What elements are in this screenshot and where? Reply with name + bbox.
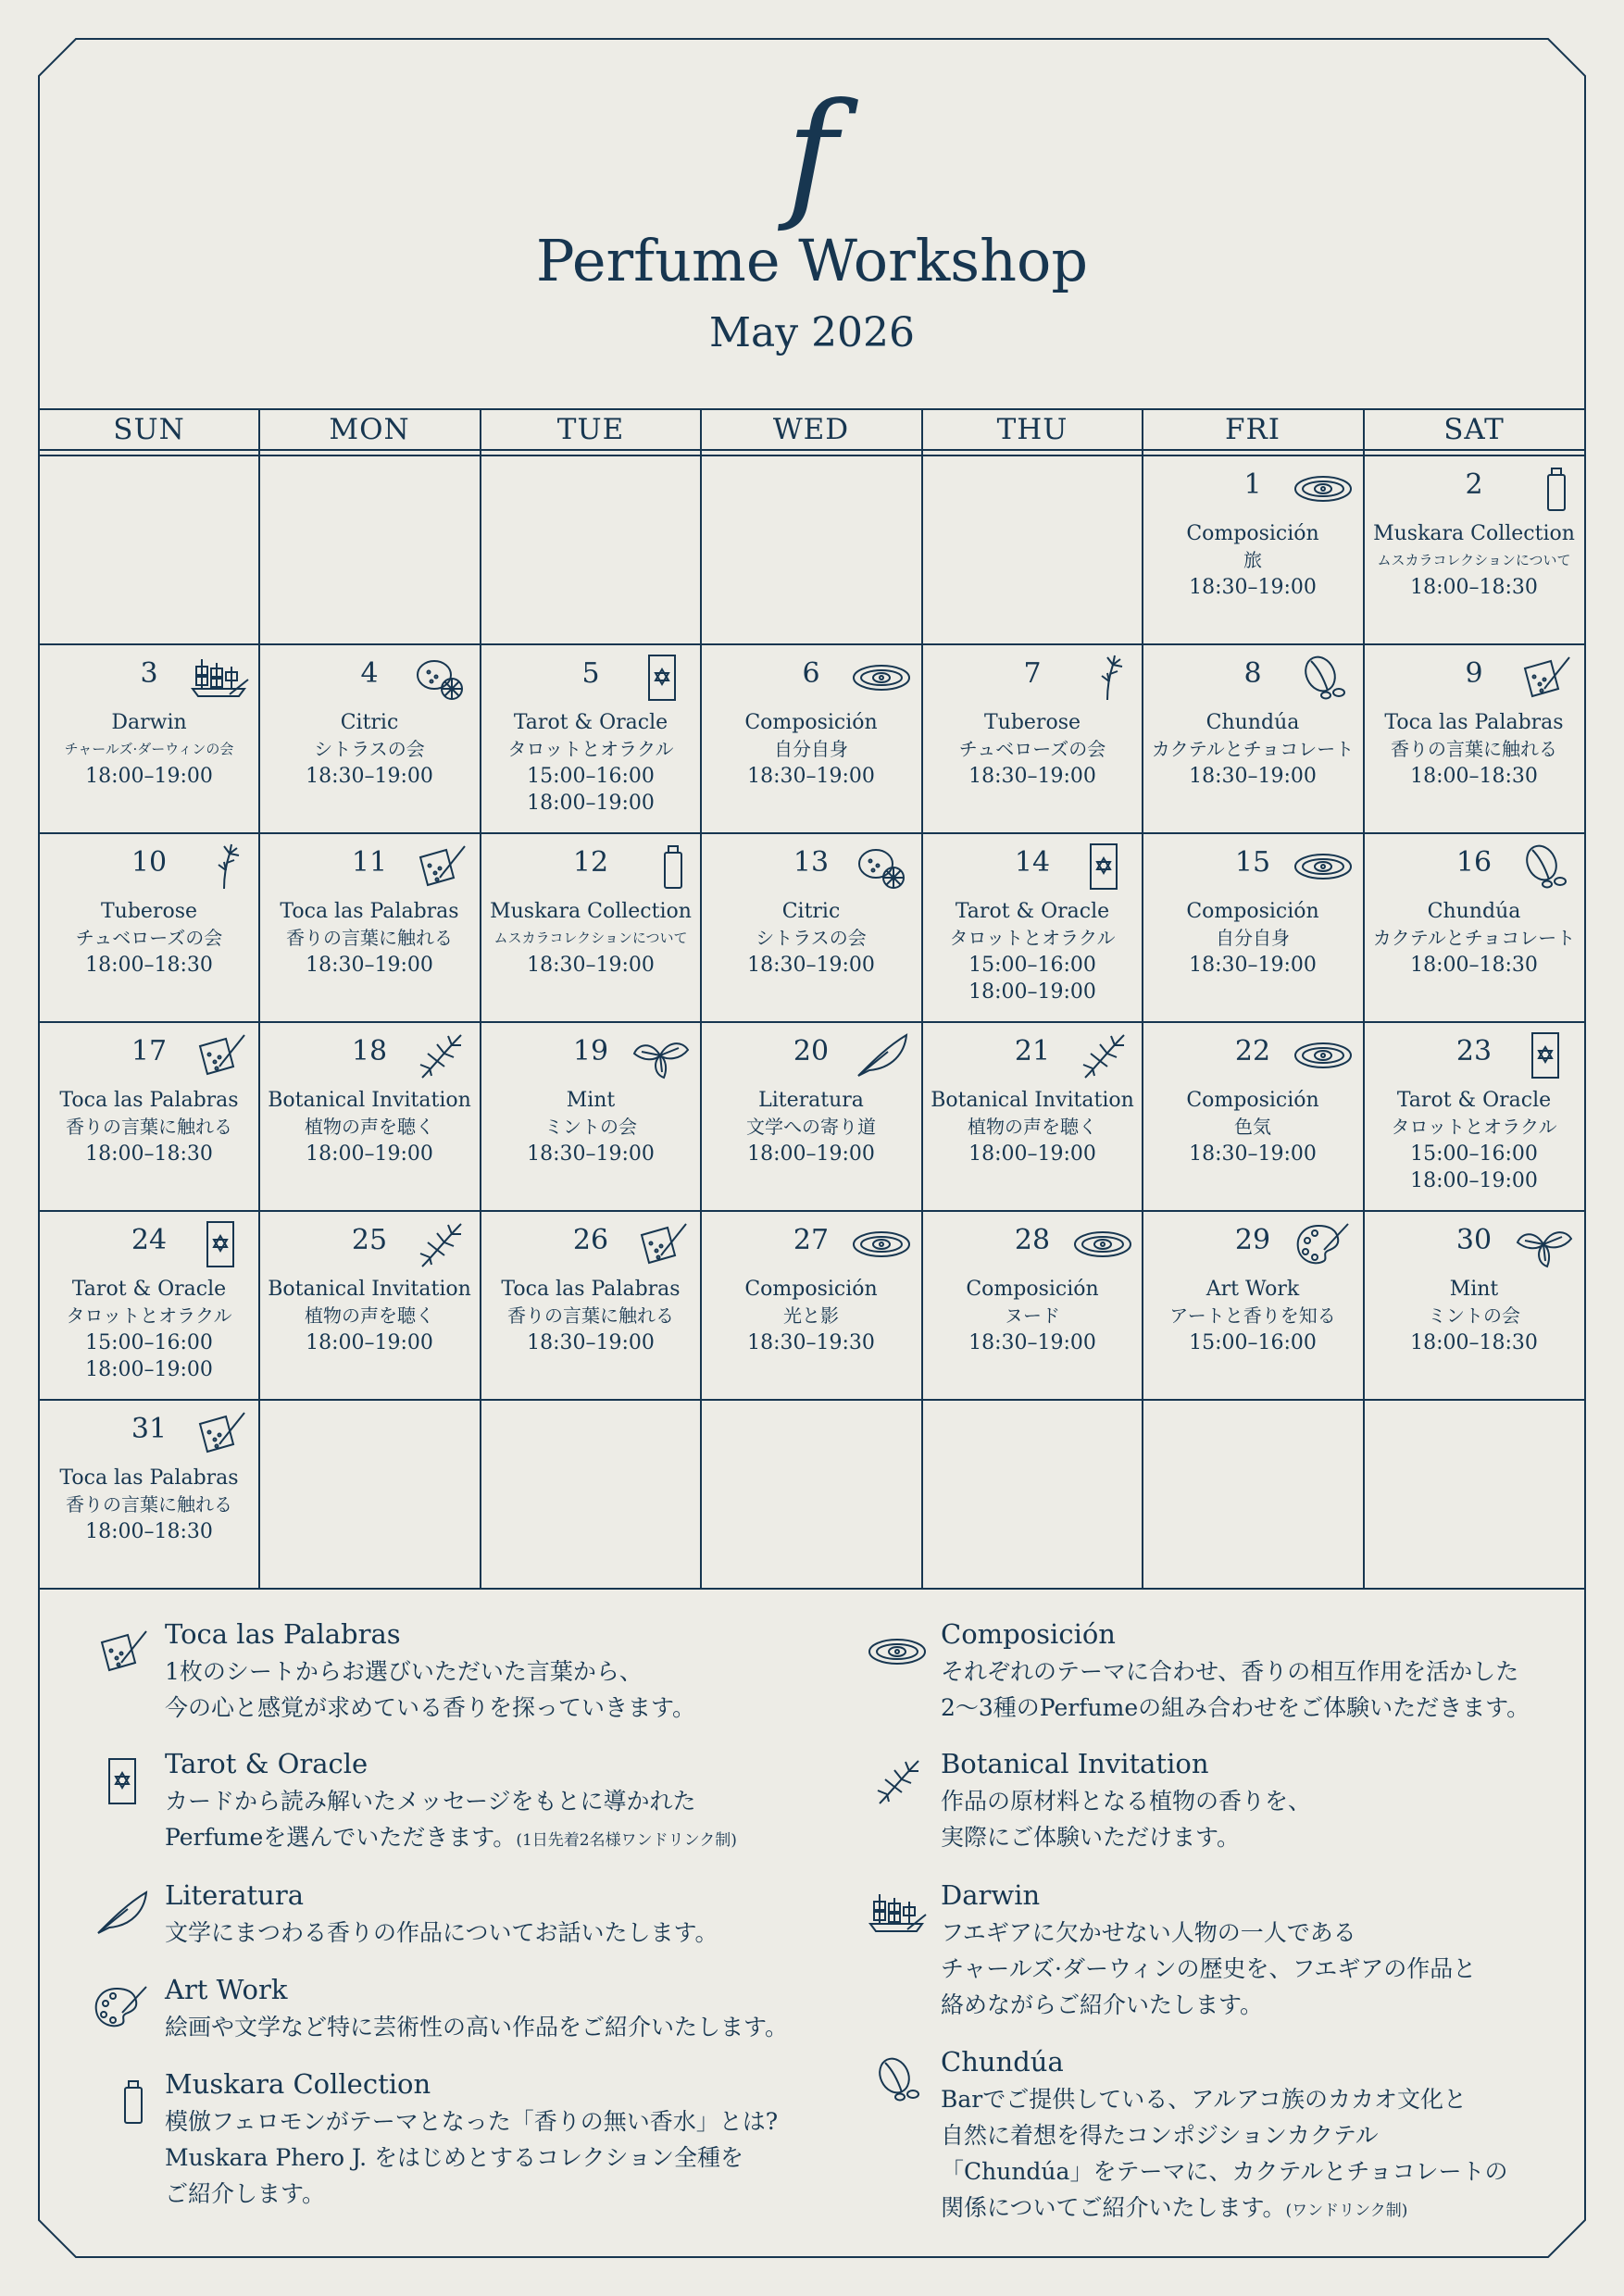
weekday-sat: SAT [1443,413,1505,446]
legend-name: Tarot & Oracle [165,1748,369,1779]
cacao-icon [1293,654,1354,702]
event-name: Toca las Palabras [59,1466,239,1490]
eye-tray-icon [1293,465,1354,513]
day-number: 6 [802,657,820,690]
event-time: 18:30–19:00 [527,954,655,977]
weekday-tue: TUE [556,413,625,446]
event-time: 18:00–19:00 [85,765,213,788]
day-number: 18 [351,1035,388,1067]
bottle-icon [631,842,692,891]
event-time: 18:30–19:00 [306,954,433,977]
event-name: Composición [744,711,878,734]
event-info [39,1276,259,1383]
day-number: 24 [131,1224,168,1256]
day-number: 5 [581,657,600,690]
event-name: Citric [340,711,399,734]
event-name: Darwin [111,711,187,734]
event-info [39,898,259,979]
day-number: 26 [572,1224,609,1256]
legend-description [165,1783,737,1859]
calendar-day [39,644,259,833]
legend-desc-line: カードから読み解いたメッセージをもとに導かれた [165,1788,696,1815]
event-subtitle: 植物の声を聴く [305,1116,434,1138]
weekday-fri: FRI [1224,413,1281,446]
legend-description [941,1653,1530,1726]
event-subtitle: カクテルとチョコレート [1151,738,1355,760]
legend-name: Muskara Collection [165,2068,431,2100]
event-name: Muskara Collection [1373,522,1575,545]
event-time: 18:30–19:00 [1189,765,1317,788]
event-info [1143,520,1363,601]
event-time: 18:00–18:30 [1410,1331,1538,1354]
event-info [481,709,701,817]
event-time: 18:00–18:30 [85,1142,213,1166]
calendar-day [701,833,921,1022]
event-name: Mint [1449,1278,1499,1301]
event-info [259,1276,480,1356]
calendar-day [481,1022,701,1211]
event-info [259,1087,480,1167]
event-info [1364,520,1584,601]
day-number: 23 [1455,1035,1493,1067]
event-name: Citric [781,900,841,923]
legend-description [165,1653,695,1726]
calendar-day [922,1022,1143,1211]
day-number: 13 [793,846,830,879]
event-name: Composición [966,1278,1099,1301]
event-subtitle: チュベローズの会 [75,927,223,949]
event-name: Composición [1186,1089,1319,1112]
event-time: 18:00–19:00 [747,1142,875,1166]
tuberose-flower-icon [1072,654,1133,702]
weekday-sun: SUN [113,413,185,446]
event-subtitle: タロットとオラクル [1391,1116,1557,1138]
event-info [701,1087,921,1167]
calendar-day [481,644,701,833]
day-number: 15 [1234,846,1271,879]
legend-desc-line: Barでご提供している、アルアコ族のカカオ文化と [941,2086,1467,2113]
event-name: Tuberose [983,711,1081,734]
calendar-day [1364,455,1584,644]
palette-icon [1293,1220,1354,1268]
legend-description [941,2081,1507,2229]
day-number: 31 [131,1413,168,1445]
calendar-day [701,644,921,833]
event-name: Composición [744,1278,878,1301]
event-name: Toca las Palabras [280,900,459,923]
legend-description [165,2103,778,2212]
eye-tray-icon [1072,1220,1133,1268]
event-name: Literatura [758,1089,864,1112]
cacao-icon [1514,842,1575,891]
event-info [481,1087,701,1167]
calendar-day [259,1022,480,1211]
leaf-icon [409,1031,470,1079]
legend-desc-line: 1枚のシートからお選びいただいた言葉から、 [165,1658,643,1685]
day-number: 30 [1455,1224,1493,1256]
event-name: Art Work [1206,1278,1300,1301]
eye-tray-icon [867,1626,928,1678]
calendar-day [1143,1211,1363,1400]
event-name: Toca las Palabras [59,1089,239,1112]
event-time: 18:00–19:00 [968,980,1096,1004]
event-info [1143,1276,1363,1356]
event-time: 18:00–19:00 [968,1142,1096,1166]
calendar-day [1143,833,1363,1022]
day-number: 22 [1234,1035,1271,1067]
legend-desc-line: 「Chundúa」をテーマに、カクテルとチョコレートの [941,2158,1508,2185]
event-info [701,709,921,790]
legend-description [165,2009,788,2045]
eye-tray-icon [851,1220,912,1268]
calendar-day [259,1211,480,1400]
day-number: 20 [793,1035,830,1067]
legend-desc-line: それぞれのテーマに合わせ、香りの相互作用を活かした [941,1658,1519,1685]
weekday-thu: THU [996,413,1068,446]
event-time: 18:00–18:30 [1410,765,1538,788]
calendar-day [1364,833,1584,1022]
legend-name: Composición [941,1618,1116,1650]
legend-desc-line: 2〜3種のPerfumeの組み合わせをご体験いただきます。 [941,1694,1530,1721]
calendar-day [922,1211,1143,1400]
event-name: Tarot & Oracle [513,711,668,734]
day-number: 3 [140,657,158,690]
event-name: Botanical Invitation [931,1089,1134,1112]
leaf-icon [867,1755,928,1807]
calendar-day [1143,644,1363,833]
ship-icon [189,654,250,702]
day-number: 1 [1243,468,1262,501]
calendar-day [39,1400,259,1589]
event-subtitle: 植物の声を聴く [305,1304,434,1327]
calendar-day [701,1022,921,1211]
calendar-day [1364,1022,1584,1211]
event-info [922,1087,1143,1167]
event-name: Botanical Invitation [268,1089,471,1112]
legend-desc-line: チャールズ·ダーウィンの歴史を、フエギアの作品と [941,1955,1477,1982]
quill-icon [91,1887,152,1939]
citrus-icon [409,654,470,702]
legend-description [941,1915,1476,2023]
event-subtitle: ムスカラコレクションについて [493,930,688,946]
event-info [1364,898,1584,979]
day-number: 4 [360,657,379,690]
paper-pen-icon [189,1409,250,1457]
day-number: 7 [1023,657,1042,690]
legend-name: Botanical Invitation [941,1748,1209,1779]
event-time: 18:00–18:30 [85,1520,213,1543]
quill-icon [851,1031,912,1079]
legend-description [165,1915,718,1951]
event-time: 18:30–19:00 [306,765,433,788]
event-subtitle: 自分自身 [1216,927,1290,949]
paper-pen-icon [91,1626,152,1678]
event-name: Tuberose [100,900,198,923]
event-info [1143,898,1363,979]
leaf-icon [1072,1031,1133,1079]
mint-icon [631,1031,692,1079]
event-info [481,1276,701,1356]
event-time: 18:30–19:00 [747,765,875,788]
event-subtitle: 文学への寄り道 [746,1116,876,1138]
event-subtitle: タロットとオラクル [66,1304,232,1327]
citrus-icon [851,842,912,891]
palette-icon [91,1981,152,2033]
event-info [39,1087,259,1167]
tarot-card-icon [91,1755,152,1807]
tarot-card-icon [1072,842,1133,891]
event-name: Mint [566,1089,616,1112]
legend-desc-line: 絡めながらご紹介いたします。 [941,1991,1264,2018]
event-time: 18:30–19:00 [1189,954,1317,977]
paper-pen-icon [189,1031,250,1079]
event-subtitle: ムスカラコレクションについて [1377,552,1571,568]
event-info [39,1465,259,1545]
event-time: 18:00–19:00 [306,1142,433,1166]
event-subtitle: 植物の声を聴く [968,1116,1097,1138]
legend-desc-line: 自然に着想を得たコンポジションカクテル [941,2122,1379,2149]
legend-name: Toca las Palabras [165,1618,401,1650]
eye-tray-icon [851,654,912,702]
event-subtitle: シトラスの会 [756,927,867,949]
event-subtitle: シトラスの会 [314,738,425,760]
legend-desc-line: 関係についてご紹介いたします。 [941,2194,1286,2221]
event-time: 18:00–19:00 [1410,1169,1538,1192]
legend-name: Darwin [941,1879,1041,1911]
legend-desc-line: 模倣フェロモンがテーマとなった「香りの無い香水」とは? [165,2108,779,2135]
event-time: 15:00–16:00 [968,954,1096,977]
event-subtitle: ミントの会 [1428,1304,1520,1327]
event-subtitle: 旅 [1243,549,1262,571]
event-subtitle: 香りの言葉に触れる [66,1116,232,1138]
calendar-day [922,833,1143,1022]
day-number: 8 [1243,657,1262,690]
event-subtitle: ヌード [1005,1304,1060,1327]
event-time: 18:00–19:00 [306,1331,433,1354]
calendar-day [39,1211,259,1400]
day-number: 12 [572,846,609,879]
day-number: 25 [351,1224,388,1256]
event-time: 18:30–19:30 [747,1331,875,1354]
bottle-icon [91,2076,152,2128]
event-name: Chundúa [1427,900,1521,923]
legend-desc-line: ご紹介します。 [165,2180,326,2207]
bottle-icon [1514,465,1575,513]
legend-desc-line: 今の心と感覚が求めている香りを探っていきます。 [165,1694,696,1721]
calendar-day [701,1211,921,1400]
event-subtitle: タロットとオラクル [949,927,1116,949]
event-time: 18:30–19:00 [968,765,1096,788]
event-subtitle: タロットとオラクル [507,738,674,760]
calendar-day [259,644,480,833]
event-info [1364,1276,1584,1356]
day-number: 29 [1234,1224,1271,1256]
leaf-icon [409,1220,470,1268]
legend-name: Chundúa [941,2046,1064,2078]
legend-description [941,1783,1311,1855]
event-name: Composición [1186,900,1319,923]
event-time: 15:00–16:00 [1189,1331,1317,1354]
event-time: 18:00–19:00 [85,1358,213,1381]
event-subtitle: 香りの言葉に触れる [507,1304,674,1327]
legend-desc-line: 作品の原材料となる植物の香りを、 [941,1788,1312,1815]
event-name: Botanical Invitation [268,1278,471,1301]
eye-tray-icon [1293,842,1354,891]
month-subtitle: May 2026 [708,309,916,356]
legend-desc-line: Muskara Phero J. をはじめとするコレクション全種を [165,2144,744,2171]
event-info [481,898,701,979]
event-subtitle: ミントの会 [544,1116,637,1138]
event-name: Tarot & Oracle [71,1278,227,1301]
event-name: Chundúa [1206,711,1300,734]
event-info [1143,1087,1363,1167]
event-name: Tarot & Oracle [1396,1089,1552,1112]
event-info [922,898,1143,1005]
brand-logo: f [786,74,838,235]
legend-note: (ワンドリンク制) [1285,2202,1408,2220]
event-time: 18:00–19:00 [527,792,655,815]
calendar-day [1364,644,1584,833]
ship-icon [867,1887,928,1939]
event-time: 15:00–16:00 [527,765,655,788]
event-name: Toca las Palabras [1384,711,1564,734]
day-number: 14 [1014,846,1051,879]
tarot-card-icon [631,654,692,702]
event-info [701,1276,921,1356]
day-number: 9 [1465,657,1483,690]
event-name: Muskara Collection [490,900,692,923]
day-number: 17 [131,1035,168,1067]
event-info [701,898,921,979]
tuberose-flower-icon [189,842,250,891]
event-info [39,709,259,790]
event-time: 18:30–19:00 [1189,1142,1317,1166]
legend-desc-line: フエギアに欠かせない人物の一人である [941,1919,1356,1946]
event-subtitle: 色気 [1234,1116,1271,1138]
calendar-day [1364,1211,1584,1400]
event-time: 18:30–19:00 [527,1331,655,1354]
event-subtitle: 香りの言葉に触れる [66,1493,232,1516]
event-info [259,898,480,979]
cacao-icon [867,2053,928,2105]
day-number: 16 [1455,846,1493,879]
event-time: 18:30–19:00 [968,1331,1096,1354]
event-time: 18:30–19:00 [1189,576,1317,599]
legend-name: Art Work [165,1974,288,2005]
event-time: 15:00–16:00 [85,1331,213,1354]
eye-tray-icon [1293,1031,1354,1079]
legend-name: Literatura [165,1879,304,1911]
legend-desc-line: 実際にご体験いただけます。 [941,1824,1241,1851]
day-number: 19 [572,1035,609,1067]
legend-desc-line: 絵画や文学など特に芸術性の高い作品をご紹介いたします。 [165,2014,789,2040]
tarot-card-icon [189,1220,250,1268]
event-time: 18:30–19:00 [527,1142,655,1166]
event-time: 18:00–18:30 [1410,954,1538,977]
calendar-day [1143,455,1363,644]
calendar-day [481,1211,701,1400]
event-info [1364,709,1584,790]
event-time: 18:30–19:00 [747,954,875,977]
page-title: Perfume Workshop [535,227,1089,294]
event-subtitle: 香りの言葉に触れる [286,927,453,949]
legend-note: (1日先着2名様ワンドリンク制) [516,1831,737,1850]
legend-desc-line: Perfumeを選んでいただきます。 [165,1824,517,1851]
calendar-day [39,1022,259,1211]
paper-pen-icon [409,842,470,891]
event-subtitle: チュベローズの会 [958,738,1106,760]
event-info [922,709,1143,790]
event-subtitle: アートと香りを知る [1169,1304,1336,1327]
event-info [259,709,480,790]
event-time: 18:00–18:30 [1410,576,1538,599]
event-time: 18:00–18:30 [85,954,213,977]
event-subtitle: 光と影 [783,1304,839,1327]
event-time: 15:00–16:00 [1410,1142,1538,1166]
day-number: 21 [1014,1035,1051,1067]
legend-desc-line: 文学にまつわる香りの作品についてお話いたします。 [165,1919,718,1946]
mint-icon [1514,1220,1575,1268]
paper-pen-icon [631,1220,692,1268]
event-info [1143,709,1363,790]
paper-pen-icon [1514,654,1575,702]
weekday-wed: WED [772,413,850,446]
event-info [922,1276,1143,1356]
calendar-day [39,833,259,1022]
day-number: 27 [793,1224,830,1256]
day-number: 10 [131,846,168,879]
calendar-day [259,833,480,1022]
weekday-mon: MON [329,413,410,446]
event-name: Composición [1186,522,1319,545]
calendar-day [1143,1022,1363,1211]
calendar-day [922,644,1143,833]
event-name: Tarot & Oracle [955,900,1110,923]
event-subtitle: カクテルとチョコレート [1372,927,1576,949]
day-number: 28 [1014,1224,1051,1256]
event-info [1364,1087,1584,1194]
day-number: 11 [351,846,388,879]
day-number: 2 [1465,468,1483,501]
tarot-card-icon [1514,1031,1575,1079]
event-subtitle: 自分自身 [774,738,848,760]
event-subtitle: チャールズ·ダーウィンの会 [64,741,234,757]
calendar-day [481,833,701,1022]
event-name: Toca las Palabras [501,1278,681,1301]
event-subtitle: 香りの言葉に触れる [1391,738,1557,760]
